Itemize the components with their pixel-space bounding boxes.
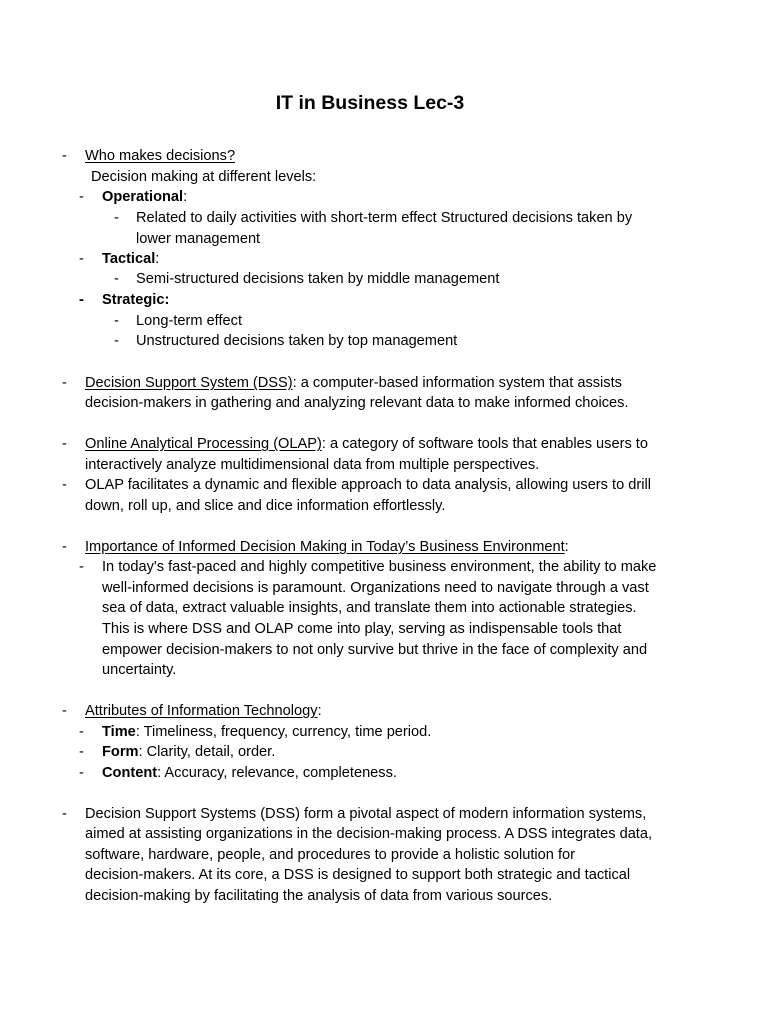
bullet-dash: -	[114, 271, 119, 287]
bullet-dash: -	[79, 251, 84, 267]
bullet-dash: -	[62, 148, 67, 164]
dss-term: Decision Support System (DSS)	[85, 375, 293, 391]
bullet-dash: -	[79, 724, 84, 740]
importance-line-3: sea of data, extract valuable insights, and translate them into actionable strategies.	[102, 600, 637, 616]
bullet-dash: -	[114, 210, 119, 226]
attribute-form-text: : Clarity, detail, order.	[138, 744, 276, 760]
bullet-dash: -	[79, 292, 84, 308]
importance-line-2: well-informed decisions is paramount. Organizations need to navigate through a vast	[102, 580, 649, 596]
bullet-dash: -	[62, 375, 67, 391]
bullet-dash: -	[114, 313, 119, 329]
operational-label: Operational	[102, 189, 184, 205]
tactical-detail: Semi-structured decisions taken by middle management	[136, 271, 500, 287]
attribute-time-text: : Timeliness, frequency, currency, time period.	[135, 724, 432, 740]
attributes-heading-text: Attributes of Information Technology	[85, 703, 318, 719]
importance-line-4: This is where DSS and OLAP come into play, serving as indispensable tools that	[102, 621, 622, 637]
attributes-heading	[85, 701, 322, 721]
operational-detail-line1: Related to daily activities with short-term effect Structured decisions taken by	[136, 210, 633, 226]
olap-facilitates-line2: down, roll up, and slice and dice information effortlessly.	[85, 498, 446, 514]
operational-detail-line2: lower management	[136, 231, 261, 247]
strategic-detail-2: Unstructured decisions taken by top management	[136, 333, 458, 349]
olap-definition-rest: : a category of software tools that enables users to	[321, 436, 648, 452]
who-heading-text: Who makes decisions?	[85, 148, 236, 164]
importance-line-5: empower decision-makers to not only survive but thrive in the face of complexity and	[102, 642, 648, 658]
dss-definition-rest: : a computer-based information system that assists	[292, 375, 622, 391]
dss-paragraph-line-4: decision-makers. At its core, a DSS is designed to support both strategic and tactical	[85, 867, 631, 883]
importance-line-6: uncertainty.	[102, 662, 177, 678]
olap-term: Online Analytical Processing (OLAP)	[85, 436, 322, 452]
attribute-form-label: Form	[102, 744, 139, 760]
bullet-dash: -	[62, 436, 67, 452]
importance-line-1: In today's fast-paced and highly competitive business environment, the ability to make	[102, 559, 657, 575]
olap-definition-line1	[85, 434, 648, 454]
tactical-item	[102, 249, 159, 269]
bullet-dash: -	[62, 806, 67, 822]
olap-facilitates-line1: OLAP facilitates a dynamic and flexible approach to data analysis, allowing users to drill	[85, 477, 651, 493]
tactical-rest: :	[155, 251, 160, 267]
operational-item	[102, 187, 187, 207]
dss-paragraph-line-2: aimed at assisting organizations in the decision-making process. A DSS integrates data,	[85, 826, 653, 842]
attribute-content-text: : Accuracy, relevance, completeness.	[157, 765, 397, 781]
bullet-dash: -	[62, 477, 67, 493]
importance-heading	[85, 537, 569, 557]
bullet-dash: -	[79, 765, 84, 781]
bullet-dash: -	[114, 333, 119, 349]
attribute-time-label: Time	[102, 724, 136, 740]
attribute-content-label: Content	[102, 765, 158, 781]
dss-paragraph-line-3: software, hardware, people, and procedures to provide a holistic solution for	[85, 847, 575, 863]
dss-definition-line2: decision-makers in gathering and analyzing relevant data to make informed choices.	[85, 395, 629, 411]
attribute-time	[102, 722, 431, 742]
strategic-label: Strategic:	[102, 292, 170, 308]
bullet-dash: -	[79, 744, 84, 760]
importance-heading-text: Importance of Informed Decision Making in Today’s Business Environment	[85, 539, 565, 555]
strategic-detail-1: Long-term effect	[136, 313, 242, 329]
importance-heading-rest: :	[564, 539, 569, 555]
bullet-dash: -	[79, 559, 84, 575]
attribute-form	[102, 742, 275, 762]
page-title: IT in Business Lec-3	[275, 92, 465, 114]
dss-paragraph-line-1: Decision Support Systems (DSS) form a pivotal aspect of modern information systems,	[85, 806, 647, 822]
bullet-dash: -	[62, 539, 67, 555]
dss-definition-line1	[85, 373, 622, 393]
bullet-dash: -	[62, 703, 67, 719]
attribute-content	[102, 763, 397, 783]
olap-definition-line2: interactively analyze multidimensional data from multiple perspectives.	[85, 457, 540, 473]
tactical-label: Tactical	[102, 251, 156, 267]
dss-paragraph-line-5: decision-making by facilitating the analysis of data from various sources.	[85, 888, 553, 904]
bullet-dash: -	[79, 189, 84, 205]
operational-rest: :	[183, 189, 188, 205]
who-intro: Decision making at different levels:	[91, 169, 317, 185]
attributes-heading-rest: :	[317, 703, 322, 719]
who-heading	[85, 146, 235, 166]
